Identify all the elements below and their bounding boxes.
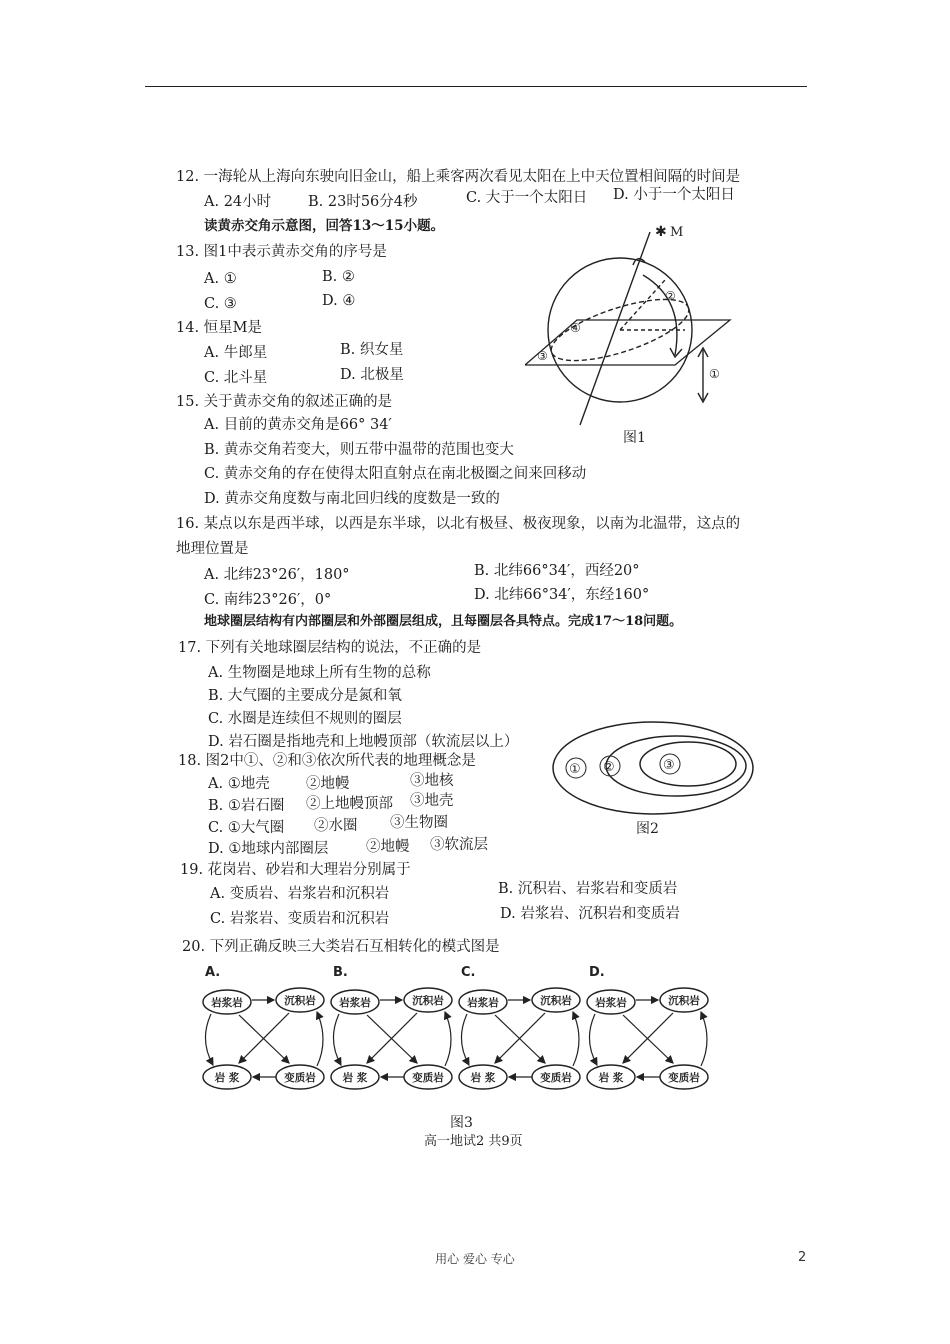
q13-15-intro: 读黄赤交角示意图，回答13～15小题。 [204,218,445,234]
panel-label: C. [461,965,476,980]
fig1-label-2: ② [665,289,676,303]
q17-stem: 17. 下列有关地球圈层结构的说法，不正确的是 [178,640,482,656]
panel-label: D. [589,965,605,980]
q17-option-c: C. 水圈是连续但不规则的圈层 [208,711,402,727]
fig1-label-4: ④ [570,321,581,335]
q16-option-a: A. 北纬23°26′，180° [204,567,350,583]
rock-node-label: 变质岩 [412,1072,444,1084]
q17-option-a: A. 生物圈是地球上所有生物的总称 [208,665,431,681]
fig1-caption: 图1 [623,430,646,446]
q15-option-d: D. 黄赤交角度数与南北回归线的度数是一致的 [204,491,500,507]
q17-18-intro: 地球圈层结构有内部圈层和外部圈层组成，且每圈层各具特点。完成17～18问题。 [204,614,683,629]
q18-option-d-2: ②地幔 [366,839,410,855]
rock-node-label: 岩 浆 [214,1072,240,1084]
rock-node-label: 岩 浆 [470,1072,496,1084]
rock-node-label: 岩浆岩 [467,997,499,1009]
q14-option-b: B. 织女星 [340,342,404,358]
q17-option-d: D. 岩石圈是指地壳和上地幔顶部（软流层以上） [208,734,519,750]
fig1-label-m: M [670,225,684,240]
q18-option-c-3: ③生物圈 [390,815,448,831]
q15-option-b: B. 黄赤交角若变大，则五带中温带的范围也变大 [204,442,514,458]
q18-option-a-3: ③地核 [410,773,454,789]
rock-node-label: 岩 浆 [342,1072,368,1084]
q18-option-b-1: B. ①岩石圈 [208,798,285,814]
q16-stem: 16. 某点以东是西半球，以西是东半球，以北有极昼、极夜现象，以南为北温带，这点的 [176,516,741,532]
rock-node-label: 岩浆岩 [211,997,243,1009]
panel-label: A. [205,965,221,980]
rock-node-label: 沉积岩 [412,995,444,1007]
rock-cycle-arrow [317,1012,323,1066]
q16-stem-continued: 地理位置是 [176,541,249,557]
figure-1-obliquity-diagram [525,220,755,450]
page-info: 高一地试2 共9页 [424,1134,523,1149]
q18-option-a-1: A. ①地壳 [208,776,270,792]
q19-option-c: C. 岩浆岩、变质岩和沉积岩 [210,911,390,927]
header-rule [145,86,807,87]
fig2-label-2: ② [603,760,615,775]
rock-node-label: 岩浆岩 [339,997,371,1009]
q19-option-b: B. 沉积岩、岩浆岩和变质岩 [498,881,678,897]
footer-motto: 用心 爱心 专心 [435,1252,515,1266]
q18-option-c-2: ②水圈 [314,818,358,834]
rock-cycle-arrow [589,1014,597,1065]
q18-option-b-3: ③地壳 [410,793,454,809]
q14-option-c: C. 北斗星 [204,370,268,386]
fig3-caption: 图3 [450,1115,473,1131]
rock-cycle-panel-b [331,965,452,1089]
rock-cycle-arrow [573,1012,579,1066]
q17-option-b: B. 大气圈的主要成分是氮和氧 [208,688,402,704]
rock-cycle-panel-d [587,965,708,1089]
fig1-label-3: ③ [537,349,548,363]
rock-node-label: 岩 浆 [598,1072,624,1084]
rock-node-label: 沉积岩 [284,995,316,1007]
svg-text:✱: ✱ [655,224,667,240]
rock-cycle-arrow [205,1014,213,1065]
q12-option-a: A. 24小时 [204,194,272,210]
q14-stem: 14. 恒星M是 [176,320,263,336]
figure-2-nested-layers [548,700,758,845]
q13-stem: 13. 图1中表示黄赤交角的序号是 [176,244,387,260]
q12-option-c: C. 大于一个太阳日 [466,190,588,206]
q14-option-a: A. 牛郎星 [204,345,268,361]
q12-option-d: D. 小于一个太阳日 [613,187,735,203]
q19-option-a: A. 变质岩、岩浆岩和沉积岩 [210,886,390,902]
rock-node-label: 变质岩 [668,1072,700,1084]
rock-node-label: 岩浆岩 [595,997,627,1009]
rock-cycle-panel-c [459,965,580,1089]
q19-option-d: D. 岩浆岩、沉积岩和变质岩 [500,906,680,922]
q15-option-c: C. 黄赤交角的存在使得太阳直射点在南北极圈之间来回移动 [204,466,587,482]
q15-stem: 15. 关于黄赤交角的叙述正确的是 [176,394,393,410]
q13-option-c: C. ③ [204,296,237,312]
panel-label: B. [333,965,348,980]
q18-option-d-3: ③软流层 [430,837,488,853]
rock-cycle-arrow [461,1014,469,1065]
rock-cycle-arrow [701,1012,707,1066]
figure-3-rock-cycle [200,962,745,1152]
q15-option-a: A. 目前的黄赤交角是66° 34′ [204,417,392,433]
rock-cycle-arrow [333,1014,341,1065]
q13-option-b: B. ② [322,269,355,285]
fig1-label-1: ① [709,367,720,381]
fig2-label-3: ③ [663,758,675,773]
rock-node-label: 变质岩 [284,1072,316,1084]
rock-node-label: 变质岩 [540,1072,572,1084]
rock-node-label: 沉积岩 [540,995,572,1007]
q20-stem: 20. 下列正确反映三大类岩石互相转化的模式图是 [182,939,500,955]
rock-cycle-panel-a [203,965,324,1089]
q16-option-d: D. 北纬66°34′，东经160° [474,587,650,603]
page-number: 2 [798,1250,807,1265]
rock-cycle-arrow [445,1012,451,1066]
q12-option-b: B. 23时56分4秒 [308,194,418,210]
q16-option-b: B. 北纬66°34′，西经20° [474,563,640,579]
q18-option-d-1: D. ①地球内部圈层 [208,841,329,857]
q13-option-a: A. ① [204,271,237,287]
q12-stem: 12. 一海轮从上海向东驶向旧金山，船上乘客两次看见太阳在上中天位置相间隔的时间是 [176,169,741,185]
q18-stem: 18. 图2中①、②和③依次所代表的地理概念是 [178,753,476,769]
q18-option-b-2: ②上地幔顶部 [306,796,393,812]
q18-option-a-2: ②地幔 [306,776,350,792]
q13-option-d: D. ④ [322,293,356,309]
q16-option-c: C. 南纬23°26′，0° [204,592,332,608]
q19-stem: 19. 花岗岩、砂岩和大理岩分别属于 [180,862,411,878]
q18-option-c-1: C. ①大气圈 [208,820,285,836]
rock-node-label: 沉积岩 [668,995,700,1007]
fig2-caption: 图2 [636,821,659,837]
fig2-label-1: ① [569,762,581,777]
q14-option-d: D. 北极星 [340,367,404,383]
